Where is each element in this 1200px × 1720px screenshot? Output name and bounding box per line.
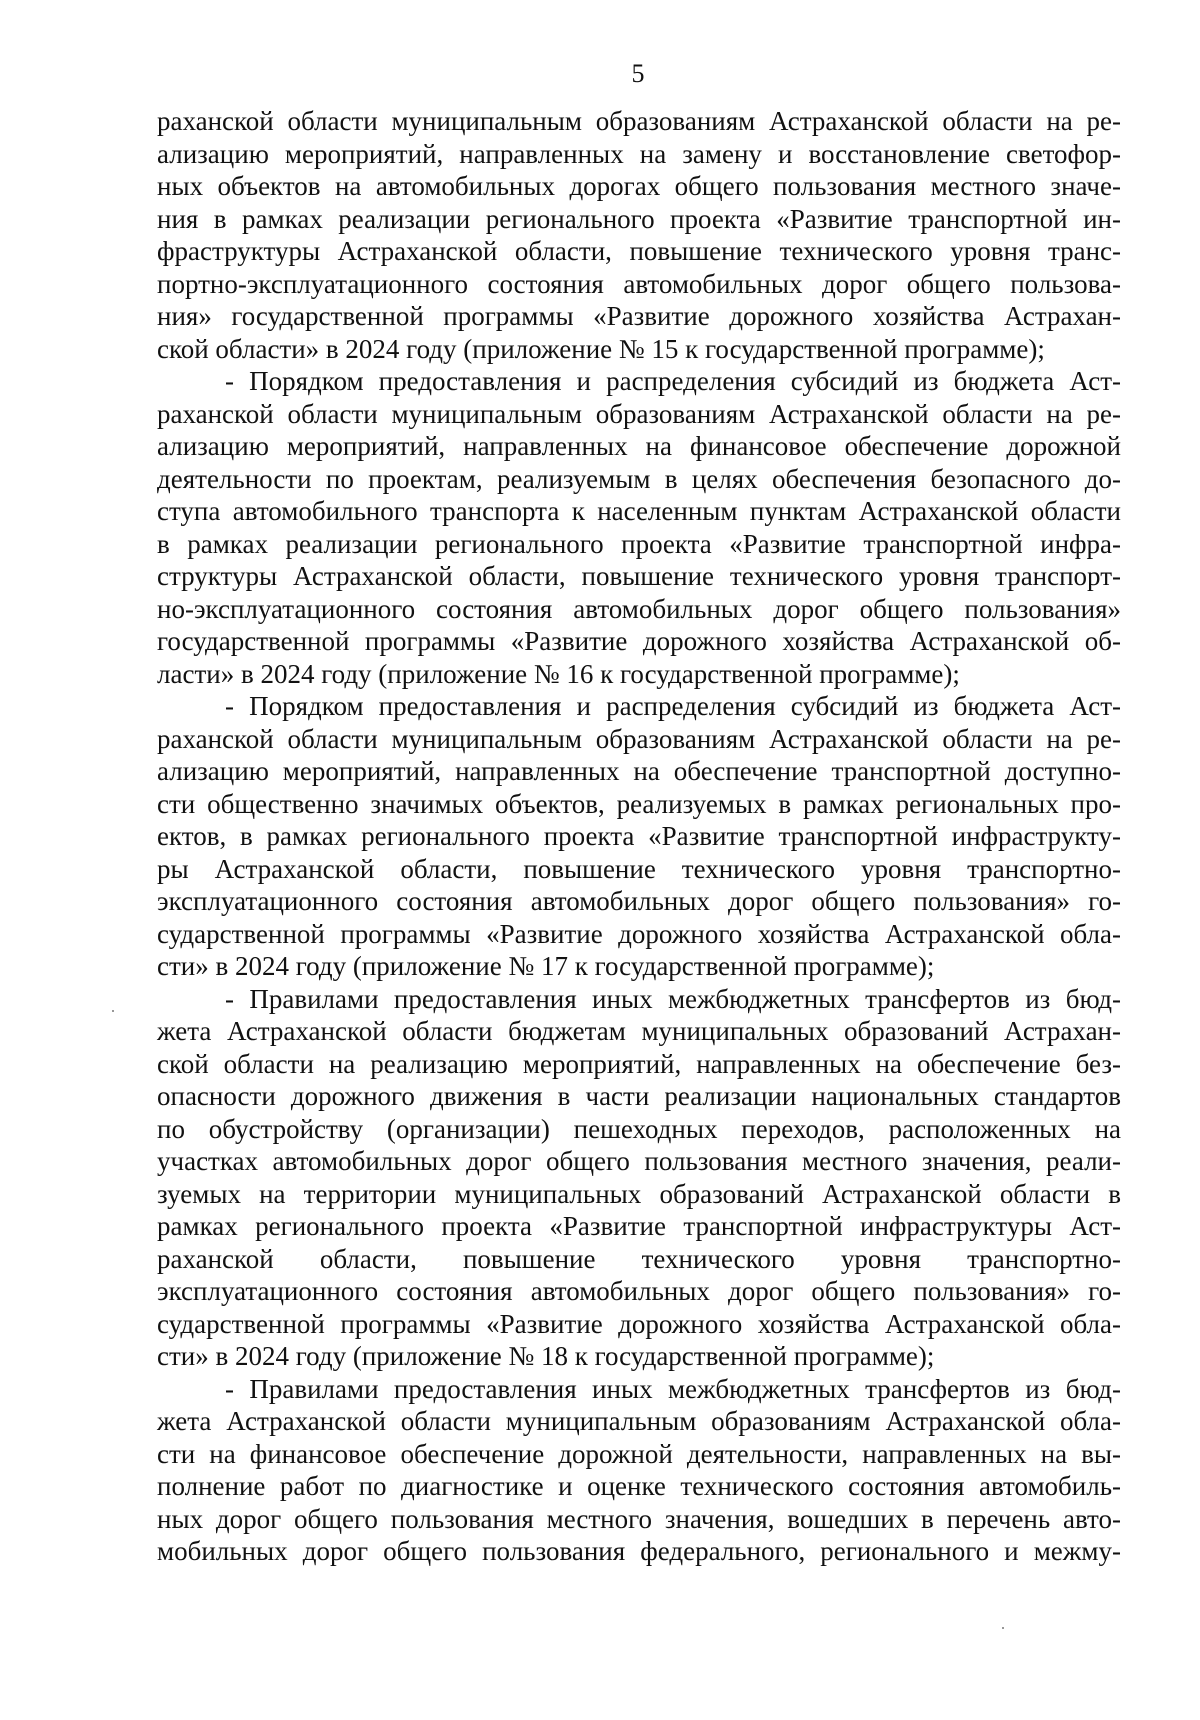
text-line: ской области на реализацию мероприятий, направленных на обеспечение без- (157, 1048, 1121, 1079)
text-line: раханской области муниципальным образованиям Астраханской области на ре- (157, 723, 1121, 754)
text-line-paragraph-start: - Порядком предоставления и распределения субсидий из бюджета Аст- (225, 691, 1121, 721)
text-line: сударственной программы «Развитие дорожного хозяйства Астраханской обла- (157, 1308, 1121, 1339)
text-line: сти на финансовое обеспечение дорожной деятельности, направленных на вы- (157, 1438, 1121, 1469)
text-line: но-эксплуатационного состояния автомобильных дорог общего пользования» (157, 593, 1121, 624)
text-line: раханской области, повышение технического уровня транспортно- (157, 1243, 1121, 1274)
text-line-paragraph-start: - Правилами предоставления иных межбюджетных трансфертов из бюд- (225, 1373, 1121, 1404)
text-line: раханской области муниципальным образованиям Астраханской области на ре- (157, 398, 1121, 429)
text-line-paragraph-start: - Правилами предоставления иных межбюджетных трансфертов из бюд- (225, 983, 1121, 1014)
text-line: раханской области муниципальным образованиям Астраханской области на ре- (157, 106, 1121, 136)
text-line: жета Астраханской области муниципальным образованиям Астраханской обла- (157, 1406, 1121, 1436)
text-line: полнение работ по диагностике и оценке технического состояния автомобиль- (157, 1471, 1121, 1501)
scan-artifact-dot (112, 1010, 114, 1012)
text-line: структуры Астраханской области, повышение технического уровня транспорт- (157, 561, 1121, 591)
text-line: ния в рамках реализации регионального проекта «Развитие транспортной ин- (157, 203, 1121, 234)
text-line: опасности дорожного движения в части реализации национальных стандартов (157, 1081, 1121, 1111)
text-line: зуемых на территории муниципальных образований Астраханской области в (157, 1178, 1121, 1209)
text-line: государственной программы «Развитие дорожного хозяйства Астраханской об- (157, 626, 1121, 656)
scan-artifact-dot (1002, 1627, 1004, 1629)
text-line: сти» в 2024 году (приложение № 17 к государственной программе); (157, 951, 935, 981)
text-line: портно-эксплуатационного состояния автомобильных дорог общего пользова- (157, 268, 1121, 299)
text-line: эксплуатационного состояния автомобильных дорог общего пользования» го- (157, 886, 1121, 916)
text-line: мобильных дорог общего пользования федерального, регионального и межму- (157, 1536, 1121, 1566)
text-line: жета Астраханской области бюджетам муниципальных образований Астрахан- (157, 1016, 1121, 1046)
text-line: деятельности по проектам, реализуемым в целях обеспечения безопасного до- (157, 463, 1121, 494)
text-line: ектов, в рамках регионального проекта «Развитие транспортной инфраструкту- (157, 821, 1121, 851)
page-number: 5 (631, 59, 645, 88)
text-line: ской области» в 2024 году (приложение № 15 к государственной программе); (157, 333, 1045, 364)
text-line: сти общественно значимых объектов, реализуемых в рамках региональных про- (157, 788, 1121, 819)
text-line: ных объектов на автомобильных дорогах общего пользования местного значе- (157, 171, 1121, 201)
text-line: ализацию мероприятий, направленных на обеспечение транспортной доступно- (157, 756, 1121, 786)
text-line: сти» в 2024 году (приложение № 18 к государственной программе); (157, 1341, 935, 1371)
text-line: ласти» в 2024 году (приложение № 16 к государственной программе); (157, 658, 960, 689)
text-line: эксплуатационного состояния автомобильных дорог общего пользования» го- (157, 1276, 1121, 1306)
text-line: ры Астраханской области, повышение технического уровня транспортно- (157, 853, 1121, 884)
text-line: участках автомобильных дорог общего пользования местного значения, реали- (157, 1146, 1121, 1176)
text-line: ных дорог общего пользования местного значения, вошедших в перечень авто- (157, 1503, 1121, 1534)
text-line: сударственной программы «Развитие дорожного хозяйства Астраханской обла- (157, 918, 1121, 949)
text-line: рамках регионального проекта «Развитие транспортной инфраструктуры Аст- (157, 1211, 1121, 1241)
document-body (157, 105, 1121, 1568)
text-line: ступа автомобильного транспорта к населенным пунктам Астраханской области (157, 496, 1121, 526)
text-line: фраструктуры Астраханской области, повышение технического уровня транс- (157, 236, 1121, 266)
text-line: по обустройству (организации) пешеходных переходов, расположенных на (157, 1113, 1121, 1144)
text-line: в рамках реализации регионального проекта «Развитие транспортной инфра- (157, 528, 1121, 559)
text-line: ния» государственной программы «Развитие дорожного хозяйства Астрахан- (157, 301, 1121, 331)
text-line: ализацию мероприятий, направленных на замену и восстановление светофор- (157, 138, 1121, 169)
text-line-paragraph-start: - Порядком предоставления и распределения субсидий из бюджета Аст- (225, 366, 1121, 396)
text-line: ализацию мероприятий, направленных на финансовое обеспечение дорожной (157, 431, 1121, 461)
